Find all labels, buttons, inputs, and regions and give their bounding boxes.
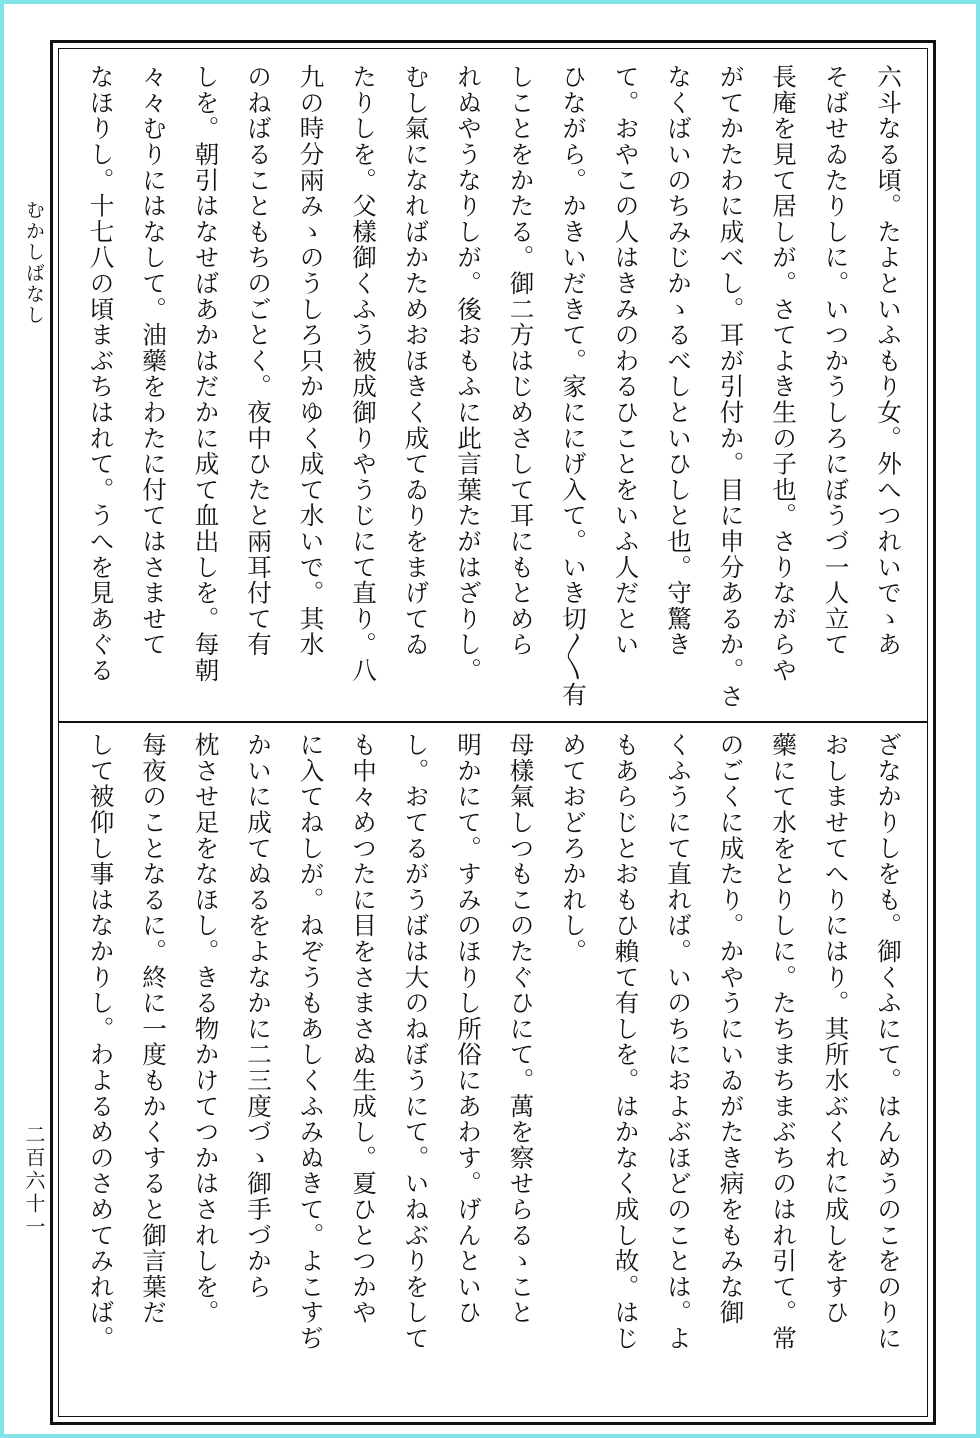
text-column: のごくに成たり。かやうにいゐがたき病をもみな御: [716, 732, 746, 1326]
text-column: もあらじとおもひ賴て有しを。はかなく成し故。はじ: [611, 732, 641, 1352]
text-column: ひながら。かきいだきて。家ににげ入て。いき切〳〵有: [559, 64, 588, 708]
text-column: て。おやこの人はきみのわるひことをいふ人だとい: [611, 64, 641, 658]
text-column: そばせゐたりしに。いつかうしろにぼうづ一人立て: [821, 64, 851, 658]
text-column: かいに成てぬるをよなかに二三度づゝ御手づから: [244, 732, 273, 1300]
text-column: くふうにて直れば。いのちにおよぶほどのことは。よ: [664, 732, 693, 1352]
text-column: ざなかりしをも。御くふにて。はんめうのこをのりに: [874, 732, 903, 1352]
text-column: 長庵を見て居しが。さてよき生の子也。さりながらや: [769, 64, 798, 684]
text-column: し。おてるがうばは大のねぼうにて。いねぶりをして: [401, 732, 431, 1352]
text-column: しを。朝引はなせばあかはだかに成て血出しを。每朝: [191, 64, 221, 684]
text-column: おしませてへりにはり。其所水ぶくれに成しをすひ: [821, 732, 851, 1326]
text-column: 母樣氣しつもこのたぐひにて。萬を察せらるゝこと: [506, 732, 536, 1326]
text-column: 六斗なる頃。たよといふもり女。外へつれいでゝあ: [874, 64, 903, 658]
text-column: しことをかたる。御二方はじめさして耳にもとめら: [506, 64, 536, 658]
page-number: 二百六十一: [22, 1124, 46, 1239]
text-column: のねばることもちのごとく。夜中ひたと兩耳付て有: [244, 64, 273, 658]
text-column: 々々むりにはなして。油藥をわたに付てはさませて: [139, 64, 168, 658]
text-column: 明かにて。すみのほりし所俗にあわす。げんといひ: [454, 732, 483, 1326]
text-column: 每夜のことなるに。終に一度もかくすると御言葉だ: [139, 732, 168, 1326]
top-text-block: [74, 64, 914, 716]
bottom-text-block: [74, 732, 914, 1404]
text-column: も中々めつたに目をさまさぬ生成し。夏ひとつかや: [349, 732, 378, 1326]
text-column: 藥にて水をとりしに。たちまちまぶちのはれ引て。常: [769, 732, 798, 1352]
text-column: 九の時分兩みゝのうしろ只かゆく成て水いで。其水: [296, 64, 326, 658]
text-column: に入てねしが。ねぞうもあしくふみぬきて。よこすぢ: [296, 732, 326, 1352]
text-column: なほりし。十七八の頃まぶちはれて。うへを見あぐる: [86, 64, 116, 684]
running-title: むかしばなし: [23, 200, 45, 326]
text-column: 枕させ足をなほし。きる物かけてつかはされしを。: [191, 732, 221, 1326]
text-column: たりしを。父樣御くふう被成御りやうじにて直り。八: [349, 64, 378, 684]
section-divider: [58, 721, 928, 723]
text-column: めておどろかれし。: [559, 732, 588, 965]
text-column: して被仰し事はなかりし。わよるめのさめてみれば。: [86, 732, 116, 1352]
text-column: むし氣になればかためおほきく成てゐりをまげてゐ: [401, 64, 431, 658]
text-column: がてかたわに成べし。耳が引付か。目に申分あるか。さ: [716, 64, 746, 709]
text-column: なくばいのちみじかゝるべしといひしと也。守驚き: [664, 64, 693, 658]
text-column: れぬやうなりしが。後おもふに此言葉たがはざりし。: [454, 64, 483, 684]
